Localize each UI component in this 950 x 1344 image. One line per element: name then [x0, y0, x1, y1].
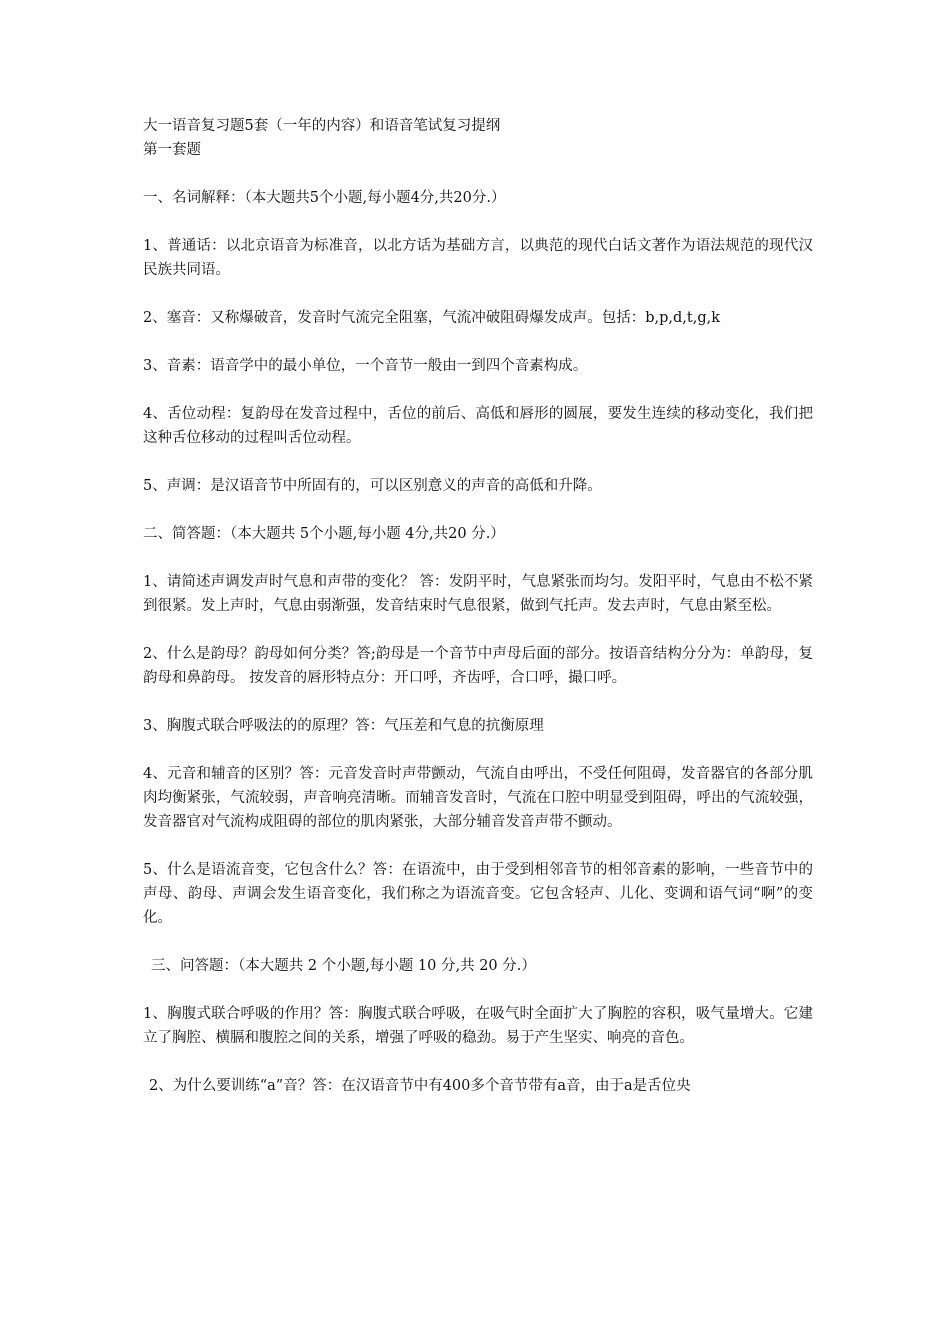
section2-heading: 二、简答题：（本大题共 5个小题,每小题 4分,共20 分.） [143, 526, 505, 542]
section1-heading: 一、名词解释：（本大题共5个小题,每小题4分,共20分.） [143, 190, 506, 206]
section1-item-5: 5、声调：是汉语音节中所固有的，可以区别意义的声音的高低和升降。 [143, 478, 602, 494]
section2-item-2: 2、什么是韵母？韵母如何分类？答;韵母是一个音节中声母后面的部分。按语音结构分分为：单韵母，复韵母和鼻韵母。 按发音的唇形特点分：开口呼，齐齿呼，合口呼，撮口呼。 [143, 646, 813, 686]
section1-item-3: 3、音素：语音学中的最小单位，一个音节一般由一到四个音素构成。 [143, 358, 588, 374]
section3-heading: 三、问答题：（本大题共 2 个小题,每小题 10 分,共 20 分.） [151, 958, 536, 974]
set-title: 第一套题 [143, 142, 201, 158]
document-title: 大一语音复习题5套（一年的内容）和语音笔试复习提纲 [143, 118, 501, 134]
section2-item-4: 4、元音和辅音的区别？答：元音发音时声带颤动，气流自由呼出，不受任何阻碍，发音器官的各部分肌肉均衡紧张，气流较弱，声音响亮清晰。而辅音发音时，气流在口腔中明显受到阻碍，呼出的气流较强，发音器官对气流构成阻碍的部位的肌肉紧张，大部分辅音发音声带不颤动。 [143, 766, 813, 830]
section2-item-5: 5、什么是语流音变，它包含什么？答：在语流中，由于受到相邻音节的相邻音素的影响，一些音节中的声母、韵母、声调会发生语音变化，我们称之为语流音变。它包含轻声、儿化、变调和语气词“啊”的变化。 [143, 862, 813, 926]
section1-item-1: 1、普通话：以北京语音为标准音，以北方话为基础方言，以典范的现代白话文著作为语法规范的现代汉民族共同语。 [143, 238, 813, 278]
section1-item-4: 4、舌位动程：复韵母在发音过程中，舌位的前后、高低和唇形的圆展，要发生连续的移动变化，我们把这种舌位移动的过程叫舌位动程。 [143, 406, 813, 446]
section3-item-2: 2、为什么要训练“a”音？答：在汉语音节中有400多个音节带有a音，由于a是舌位央 [149, 1078, 691, 1094]
section1-item-2: 2、塞音：又称爆破音，发音时气流完全阻塞，气流冲破阻碍爆发成声。包括：b,p,d,t,g,k [143, 310, 721, 326]
section2-item-3: 3、胸腹式联合呼吸法的的原理？答：气压差和气息的抗衡原理 [143, 718, 544, 734]
section3-item-1: 1、胸腹式联合呼吸的作用？答：胸腹式联合呼吸，在吸气时全面扩大了胸腔的容积，吸气量增大。它建立了胸腔、横膈和腹腔之间的关系，增强了呼吸的稳劲。易于产生坚实、响亮的音色。 [143, 1006, 813, 1046]
section2-item-1: 1、请简述声调发声时气息和声带的变化？ 答：发阴平时，气息紧张而均匀。发阳平时，气息由不松不紧到很紧。发上声时，气息由弱渐强，发音结束时气息很紧，做到气托声。发去声时，气息由紧至松。 [143, 574, 813, 614]
document-body [143, 114, 813, 1098]
